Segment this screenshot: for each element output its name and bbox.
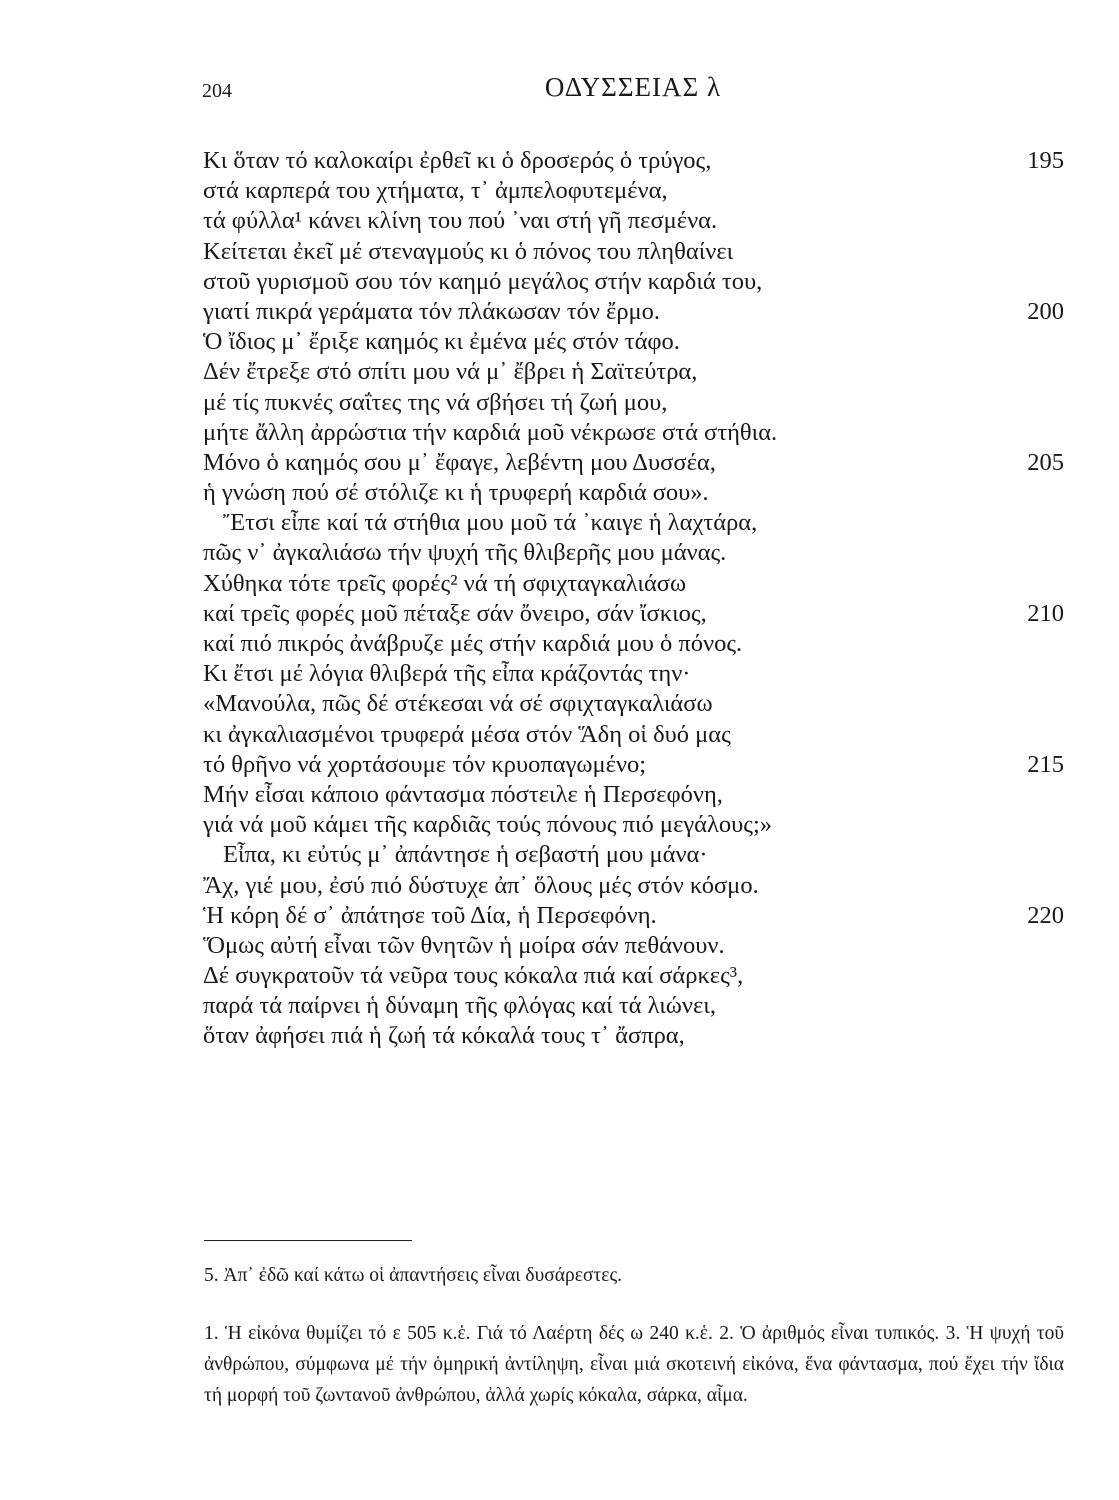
verse-text: Εἶπα, κι εὐτύς μ᾽ ἀπάντησε ἡ σεβαστή μου μάνα· bbox=[223, 841, 708, 869]
verse-text: μέ τίς πυκνές σαΐτες της νά σβήσει τή ζωή μου, bbox=[203, 388, 668, 416]
verse-text: τά φύλλα¹ κάνει κλίνη του πού ᾽ναι στή γῆ πεσμένα. bbox=[203, 207, 718, 235]
verse-text: στοῦ γυρισμοῦ σου τόν καημό μεγάλος στήν καρδιά του, bbox=[203, 267, 763, 295]
verse-text: Ἄχ, γιέ μου, ἐσύ πιό δύστυχε ἀπ᾽ ὅλους μές στόν κόσμο. bbox=[203, 871, 759, 899]
verse-line bbox=[0, 176, 1119, 206]
verse-text: γιά νά μοῦ κάμει τῆς καρδιᾶς τούς πόνους πιό μεγάλους;» bbox=[203, 811, 773, 839]
footnote-5: 5. Ἀπ᾽ ἐδῶ καί κάτω οἱ ἀπαντήσεις εἶναι δυσάρεστες. bbox=[204, 1265, 623, 1286]
page-header bbox=[202, 72, 1064, 112]
verse-line bbox=[0, 146, 1119, 176]
verse-text: «Μανούλα, πῶς δέ στέκεσαι νά σέ σφιχταγκαλιάσω bbox=[203, 690, 713, 718]
verse-text: Μόνο ὁ καημός σου μ᾽ ἔφαγε, λεβέντη μου Δυσσέα, bbox=[203, 448, 716, 476]
line-number: 210 bbox=[1027, 599, 1064, 627]
verse-block bbox=[0, 146, 1119, 1052]
verse-text: Ἔτσι εἶπε καί τά στήθια μου μοῦ τά ᾽καιγε ἡ λαχτάρα, bbox=[223, 509, 758, 537]
line-number: 195 bbox=[1027, 147, 1064, 174]
verse-line bbox=[0, 840, 1119, 870]
verse-line bbox=[0, 327, 1119, 357]
verse-text: στά καρπερά του χτήματα, τ᾽ ἀμπελοφυτεμένα, bbox=[203, 177, 668, 205]
verse-line bbox=[0, 206, 1119, 236]
verse-line bbox=[0, 991, 1119, 1021]
verse-line bbox=[0, 599, 1119, 629]
verse-line bbox=[0, 931, 1119, 961]
running-head: ΟΔΥΣΣΕΙΑΣ λ bbox=[544, 72, 722, 102]
verse-text: Ἡ κόρη δέ σ᾽ ἀπάτησε τοῦ Δία, ἡ Περσεφόνη. bbox=[203, 901, 657, 929]
verse-text: Κείτεται ἐκεῖ μέ στεναγμούς κι ὁ πόνος του πληθαίνει bbox=[203, 237, 734, 265]
verse-line bbox=[0, 629, 1119, 659]
verse-text: Δέν ἔτρεξε στό σπίτι μου νά μ᾽ ἔβρει ἡ Σαϊτεύτρα, bbox=[203, 358, 698, 386]
verse-line bbox=[0, 388, 1119, 418]
verse-line bbox=[0, 267, 1119, 297]
verse-line bbox=[0, 871, 1119, 901]
verse-text: γιατί πικρά γεράματα τόν πλάκωσαν τόν ἔρμο. bbox=[203, 297, 661, 325]
verse-line bbox=[0, 689, 1119, 719]
verse-text: παρά τά παίρνει ἡ δύναμη τῆς φλόγας καί τά λιώνει, bbox=[203, 992, 717, 1020]
verse-line bbox=[0, 508, 1119, 538]
verse-text: Ὅμως αὐτή εἶναι τῶν θνητῶν ἡ μοίρα σάν πεθάνουν. bbox=[203, 931, 725, 959]
verse-text: Ὁ ἴδιος μ᾽ ἔριξε καημός κι ἐμένα μές στόν τάφο. bbox=[203, 328, 680, 356]
verse-text: Χύθηκα τότε τρεῖς φορές² νά τή σφιχταγκαλιάσω bbox=[203, 569, 687, 597]
verse-line bbox=[0, 810, 1119, 840]
line-number: 205 bbox=[1027, 448, 1064, 476]
line-number: 220 bbox=[1027, 901, 1064, 929]
verse-line bbox=[0, 237, 1119, 267]
verse-text: πῶς ν᾽ ἀγκαλιάσω τήν ψυχή τῆς θλιβερῆς μου μάνας. bbox=[203, 539, 727, 567]
verse-line bbox=[0, 901, 1119, 931]
footnotes bbox=[204, 1318, 1064, 1411]
verse-line bbox=[0, 720, 1119, 750]
footnote-rule bbox=[204, 1240, 412, 1241]
verse-line bbox=[0, 1021, 1119, 1051]
verse-line bbox=[0, 569, 1119, 599]
verse-text: ἡ γνώση πού σέ στόλιζε κι ἡ τρυφερή καρδιά σου». bbox=[203, 479, 709, 507]
verse-line bbox=[0, 750, 1119, 780]
verse-line bbox=[0, 659, 1119, 689]
verse-text: Κι ἔτσι μέ λόγια θλιβερά τῆς εἶπα κράζοντάς την· bbox=[203, 660, 691, 688]
verse-text: μήτε ἄλλη ἀρρώστια τήν καρδιά μοῦ νέκρωσε στά στήθια. bbox=[203, 418, 778, 446]
verse-text: καί πιό πικρός ἀνάβρυζε μές στήν καρδιά μου ὁ πόνος. bbox=[203, 630, 743, 657]
verse-text: τό θρῆνο νά χορτάσουμε τόν κρυοπαγωμένο; bbox=[203, 750, 647, 778]
verse-line bbox=[0, 478, 1119, 508]
verse-line bbox=[0, 448, 1119, 478]
verse-text: Δέ συγκρατοῦν τά νεῦρα τους κόκαλα πιά καί σάρκες³, bbox=[203, 962, 744, 990]
verse-line bbox=[0, 357, 1119, 387]
verse-line bbox=[0, 961, 1119, 991]
verse-text: ὅταν ἀφήσει πιά ἡ ζωή τά κόκαλά τους τ᾽ ἄσπρα, bbox=[203, 1022, 685, 1050]
verse-text: Κι ὅταν τό καλοκαίρι ἐρθεῖ κι ὁ δροσερός ὁ τρύγος, bbox=[203, 147, 712, 174]
page-number: 204 bbox=[202, 80, 232, 102]
verse-line bbox=[0, 780, 1119, 810]
verse-line bbox=[0, 297, 1119, 327]
verse-line bbox=[0, 418, 1119, 448]
verse-text: καί τρεῖς φορές μοῦ πέταξε σάν ὄνειρο, σάν ἴσκιος, bbox=[203, 599, 707, 627]
line-number: 215 bbox=[1027, 750, 1064, 778]
verse-text: κι ἀγκαλιασμένοι τρυφερά μέσα στόν Ἅδη οἱ δυό μας bbox=[203, 720, 731, 748]
verse-text: Μήν εἶσαι κάποιο φάντασμα πόστειλε ἡ Περσεφόνη, bbox=[203, 780, 723, 808]
footnote-paragraph: 1. Ἡ εἰκόνα θυμίζει τό ε 505 κ.ἑ. Γιά τό Λαέρτη δές ω 240 κ.ἑ. 2. Ὁ ἀριθμός εἶναι τυπικός. 3. Ἡ ψυχή τοῦ ἀνθρώπου, σύμφωνα μέ τήν ὁμηρική ἀντίληψη, εἶναι μιά σκοτεινή εἰκόνα, ἕνα φάντασμα, πού ἔχει τήν ἴδια τή μορφή τοῦ ζωντανοῦ ἀνθρώπου, ἀλλά χωρίς κόκαλα, σάρκα, αἷμα. bbox=[204, 1323, 1064, 1406]
verse-line bbox=[0, 538, 1119, 568]
line-number: 200 bbox=[1027, 297, 1064, 325]
